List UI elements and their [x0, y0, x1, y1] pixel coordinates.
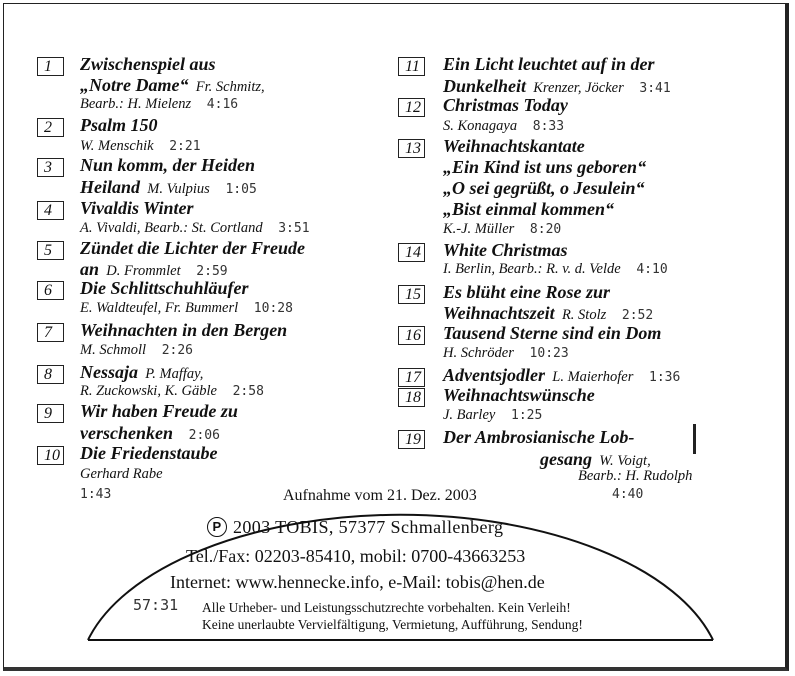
- track-title: Dunkelheit: [443, 76, 527, 96]
- track-title: Tausend Sterne sind ein Dom: [443, 323, 662, 343]
- recording-date: Aufnahme vom 21. Dez. 2003: [283, 487, 477, 504]
- track-title-line: [80, 278, 249, 299]
- track-credit: E. Waldteufel, Fr. Bummerl: [80, 300, 239, 316]
- track-detail-line: [80, 219, 310, 237]
- track-detail-line: [80, 137, 201, 155]
- track-title-line: [80, 155, 255, 176]
- phonogram-icon: P: [207, 517, 227, 537]
- track-number: 7: [37, 323, 64, 342]
- track-detail-line: [443, 178, 645, 199]
- continuation-bar: [693, 424, 696, 454]
- track-detail-line: [578, 467, 692, 485]
- track-title: Nun komm, der Heiden: [80, 155, 256, 175]
- track-duration: 4:16: [191, 97, 239, 112]
- track-title-line: [443, 54, 655, 75]
- track-title: Weihnachtszeit: [443, 303, 555, 323]
- track-title: Wir haben Freude zu: [80, 401, 238, 421]
- track-title: „Bist einmal kommen“: [443, 199, 615, 219]
- label-text: 2003 TOBIS, 57377 Schmallenberg: [233, 517, 504, 537]
- track-credit: W. Voigt,: [592, 453, 651, 469]
- track-title: Die Friedenstaube: [80, 443, 218, 463]
- track-credit: M. Vulpius: [140, 181, 210, 197]
- track-duration: 1:05: [209, 182, 257, 197]
- track-number: 14: [398, 243, 425, 262]
- track-credit: M. Schmoll: [80, 342, 147, 358]
- track-detail-line: [612, 485, 643, 503]
- track-title: Ein Licht leuchtet auf in der: [443, 54, 655, 74]
- track-number: 18: [398, 388, 425, 407]
- track-number: 1: [37, 57, 64, 76]
- track-title-line: [443, 240, 568, 261]
- track-title: Heiland: [80, 177, 141, 197]
- track-duration: 10:28: [238, 301, 293, 316]
- track-duration: 3:51: [262, 221, 310, 236]
- track-detail-line: [80, 465, 163, 483]
- track-credit: Bearb.: H. Rudolph: [578, 468, 693, 484]
- track-title: gesang: [540, 449, 593, 469]
- track-detail-line: [443, 157, 646, 178]
- track-title-line: [80, 362, 203, 383]
- track-title-line: [80, 198, 194, 219]
- track-title-line: [443, 95, 568, 116]
- track-detail-line: [443, 76, 671, 97]
- track-detail-line: [80, 259, 228, 280]
- track-duration: 1:25: [495, 408, 543, 423]
- track-credit: S. Konagaya: [443, 118, 518, 134]
- rights-line-2: Keine unerlaubte Vervielfältigung, Vermietung, Aufführung, Sendung!: [202, 617, 583, 632]
- track-number: 10: [37, 446, 64, 465]
- track-title: „Notre Dame“: [80, 75, 189, 95]
- track-number: 11: [398, 57, 425, 76]
- track-credit: K.-J. Müller: [443, 221, 515, 237]
- track-title: Christmas Today: [443, 95, 568, 115]
- track-detail-line: [80, 177, 257, 198]
- track-credit: Bearb.: H. Mielenz: [80, 96, 192, 112]
- track-title-line: [80, 443, 218, 464]
- track-title: Weihnachtskantate: [443, 136, 585, 156]
- track-credit: R. Stolz: [554, 307, 607, 323]
- total-time: 57:31: [133, 596, 179, 614]
- track-title: Nessaja: [80, 362, 138, 382]
- track-duration: 2:06: [173, 428, 220, 443]
- track-detail-line: [443, 344, 569, 362]
- track-title-line: [80, 320, 287, 341]
- track-title-line: [80, 401, 238, 422]
- track-duration: 4:10: [620, 262, 668, 277]
- track-detail-line: [443, 303, 653, 324]
- track-duration: 2:59: [180, 264, 228, 279]
- track-title-line: [443, 385, 595, 406]
- track-title: Es blüht eine Rose zur: [443, 282, 611, 302]
- phone-line: Tel./Fax: 02203-85410, mobil: 0700-43663253: [186, 546, 526, 566]
- track-credit: Gerhard Rabe: [80, 466, 163, 482]
- track-number: 8: [37, 365, 64, 384]
- track-title: Psalm 150: [80, 115, 158, 135]
- track-title: Weihnachten in den Bergen: [80, 320, 288, 340]
- track-duration: 8:20: [514, 222, 562, 237]
- track-detail-line: [443, 117, 564, 135]
- track-number: 12: [398, 98, 425, 117]
- internet-line: Internet: www.hennecke.info, e-Mail: tobis@hen.de: [170, 572, 545, 592]
- track-detail-line: [80, 485, 111, 503]
- track-detail-line: [80, 423, 220, 444]
- track-title: Die Schlittschuhläufer: [80, 278, 249, 298]
- track-credit: P. Maffay,: [138, 366, 204, 382]
- track-detail-line: [80, 299, 293, 317]
- track-duration: 1:36: [633, 370, 681, 385]
- track-credit: L. Maierhofer: [545, 369, 634, 385]
- track-number: 15: [398, 285, 425, 304]
- track-credit: H. Schröder: [443, 345, 514, 361]
- track-number: 19: [398, 430, 425, 449]
- track-credit: I. Berlin, Bearb.: R. v. d. Velde: [443, 261, 621, 277]
- track-duration: 1:43: [80, 487, 112, 502]
- label-line: [207, 517, 503, 538]
- track-number: 17: [398, 368, 425, 387]
- track-credit: J. Barley: [443, 407, 496, 423]
- track-duration: 2:52: [606, 308, 654, 323]
- track-duration: 8:33: [517, 119, 565, 134]
- track-title-line: [443, 282, 610, 303]
- track-title: an: [80, 259, 100, 279]
- track-duration: 2:21: [153, 139, 201, 154]
- track-title-line: [80, 54, 216, 75]
- track-credit: R. Zuckowski, K. Gäble: [80, 383, 217, 399]
- track-title: Weihnachtswünsche: [443, 385, 595, 405]
- track-title: „Ein Kind ist uns geboren“: [443, 157, 647, 177]
- track-number: 16: [398, 326, 425, 345]
- track-title: Adventsjodler: [443, 365, 545, 385]
- track-number: 3: [37, 158, 64, 177]
- track-title-line: [443, 136, 585, 157]
- track-title-line: [80, 115, 158, 136]
- track-detail-line: [80, 382, 264, 400]
- track-detail-line: [80, 75, 265, 96]
- track-duration: 3:41: [623, 81, 671, 96]
- track-detail-line: [443, 406, 542, 424]
- track-number: 2: [37, 118, 64, 137]
- track-number: 4: [37, 201, 64, 220]
- track-detail-line: [443, 199, 614, 220]
- track-number: 9: [37, 404, 64, 423]
- track-credit: Fr. Schmitz,: [188, 79, 265, 95]
- track-title-line: [443, 365, 680, 386]
- track-title-line: [443, 427, 634, 448]
- track-credit: W. Menschik: [80, 138, 154, 154]
- track-credit: Krenzer, Jöcker: [526, 80, 624, 96]
- track-detail-line: [443, 260, 668, 278]
- track-detail-line: [80, 95, 238, 113]
- track-title-line: [443, 323, 661, 344]
- track-title: Vivaldis Winter: [80, 198, 194, 218]
- track-title: Zwischenspiel aus: [80, 54, 216, 74]
- track-duration: 10:23: [513, 346, 569, 361]
- track-title: Der Ambrosianische Lob-: [443, 427, 635, 447]
- track-number: 13: [398, 139, 425, 158]
- track-detail-line: [80, 341, 193, 359]
- rights-line-1: Alle Urheber- und Leistungsschutzrechte vorbehalten. Kein Verleih!: [202, 600, 571, 615]
- track-detail-line: [443, 220, 561, 238]
- track-title: Zündet die Lichter der Freude: [80, 238, 305, 258]
- track-number: 6: [37, 281, 64, 300]
- track-duration: 2:26: [146, 343, 194, 358]
- track-title: White Christmas: [443, 240, 568, 260]
- track-credit: D. Frommlet: [99, 263, 181, 279]
- track-duration: 2:58: [216, 384, 264, 399]
- track-credit: A. Vivaldi, Bearb.: St. Cortland: [80, 220, 263, 236]
- track-duration: 4:40: [612, 487, 644, 502]
- track-title: „O sei gegrüßt, o Jesulein“: [443, 178, 645, 198]
- track-number: 5: [37, 241, 64, 260]
- track-title: verschenken: [80, 423, 173, 443]
- track-title-line: [80, 238, 305, 259]
